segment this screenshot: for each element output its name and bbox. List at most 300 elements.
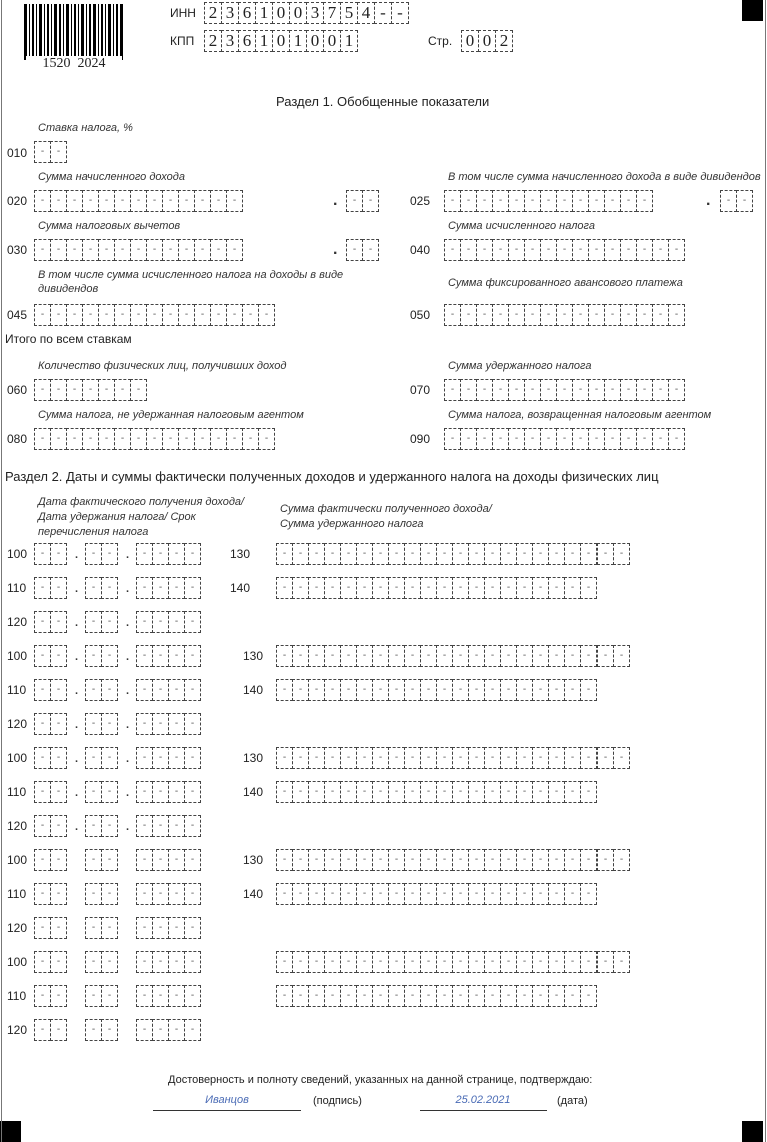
- date-day-field[interactable]: [34, 645, 66, 667]
- form-cell[interactable]: -: [34, 611, 51, 633]
- date-month-field[interactable]: [85, 985, 117, 1007]
- form-cell[interactable]: -: [340, 951, 357, 973]
- form-cell[interactable]: -: [484, 985, 501, 1007]
- digit-cell[interactable]: 0: [289, 2, 307, 24]
- form-cell[interactable]: -: [324, 645, 341, 667]
- form-cell[interactable]: -: [420, 985, 437, 1007]
- form-cell[interactable]: -: [532, 577, 549, 599]
- form-cell[interactable]: -: [548, 645, 565, 667]
- form-cell[interactable]: -: [356, 577, 373, 599]
- form-cell[interactable]: -: [184, 849, 201, 871]
- form-cell[interactable]: -: [152, 679, 169, 701]
- form-cell[interactable]: -: [276, 679, 293, 701]
- form-cell[interactable]: -: [114, 379, 131, 401]
- form-cell[interactable]: -: [85, 951, 102, 973]
- form-cell[interactable]: -: [152, 611, 169, 633]
- form-cell[interactable]: -: [136, 815, 153, 837]
- form-cell[interactable]: -: [184, 611, 201, 633]
- form-cell[interactable]: -: [580, 645, 597, 667]
- form-cell[interactable]: -: [492, 379, 509, 401]
- form-cell[interactable]: -: [136, 543, 153, 565]
- form-cell[interactable]: -: [388, 577, 405, 599]
- withheld-tax-field[interactable]: [276, 985, 596, 1007]
- form-cell[interactable]: -: [372, 645, 389, 667]
- form-cell[interactable]: -: [508, 304, 525, 326]
- form-cell[interactable]: -: [98, 304, 115, 326]
- form-cell[interactable]: -: [136, 577, 153, 599]
- form-cell[interactable]: -: [136, 985, 153, 1007]
- f090-field[interactable]: [444, 428, 684, 450]
- form-cell[interactable]: -: [556, 190, 573, 212]
- form-cell[interactable]: -: [564, 985, 581, 1007]
- form-cell[interactable]: -: [50, 190, 67, 212]
- form-cell[interactable]: -: [178, 190, 195, 212]
- form-cell[interactable]: -: [720, 190, 737, 212]
- form-cell[interactable]: -: [564, 951, 581, 973]
- form-cell[interactable]: -: [444, 379, 461, 401]
- date-day-field[interactable]: [34, 543, 66, 565]
- form-cell[interactable]: -: [362, 239, 379, 261]
- form-cell[interactable]: -: [34, 543, 51, 565]
- form-cell[interactable]: -: [500, 543, 517, 565]
- form-cell[interactable]: -: [50, 747, 67, 769]
- form-cell[interactable]: -: [152, 577, 169, 599]
- form-cell[interactable]: -: [452, 849, 469, 871]
- form-cell[interactable]: -: [420, 577, 437, 599]
- form-cell[interactable]: -: [85, 815, 102, 837]
- date-day-field[interactable]: [34, 577, 66, 599]
- form-cell[interactable]: -: [388, 543, 405, 565]
- form-cell[interactable]: -: [292, 679, 309, 701]
- form-cell[interactable]: -: [388, 747, 405, 769]
- date-day-field[interactable]: [34, 985, 66, 1007]
- form-cell[interactable]: -: [492, 428, 509, 450]
- form-cell[interactable]: -: [564, 781, 581, 803]
- form-cell[interactable]: -: [85, 747, 102, 769]
- form-cell[interactable]: -: [194, 239, 211, 261]
- date-year-field[interactable]: [136, 883, 200, 905]
- form-cell[interactable]: -: [101, 985, 118, 1007]
- form-cell[interactable]: -: [85, 543, 102, 565]
- form-cell[interactable]: -: [588, 304, 605, 326]
- form-cell[interactable]: -: [184, 883, 201, 905]
- form-cell[interactable]: -: [580, 679, 597, 701]
- form-cell[interactable]: -: [484, 951, 501, 973]
- form-cell[interactable]: -: [540, 428, 557, 450]
- form-cell[interactable]: -: [340, 645, 357, 667]
- form-cell[interactable]: -: [184, 781, 201, 803]
- form-cell[interactable]: -: [580, 577, 597, 599]
- form-cell[interactable]: -: [524, 428, 541, 450]
- form-cell[interactable]: -: [452, 645, 469, 667]
- form-cell[interactable]: -: [468, 747, 485, 769]
- form-cell[interactable]: -: [372, 849, 389, 871]
- income-sum-field[interactable]: [276, 951, 596, 973]
- form-cell[interactable]: -: [652, 239, 669, 261]
- form-cell[interactable]: -: [356, 747, 373, 769]
- form-cell[interactable]: -: [152, 917, 169, 939]
- form-cell[interactable]: -: [34, 849, 51, 871]
- form-cell[interactable]: -: [580, 985, 597, 1007]
- date-month-field[interactable]: [85, 849, 117, 871]
- form-cell[interactable]: -: [468, 781, 485, 803]
- form-cell[interactable]: -: [210, 239, 227, 261]
- form-cell[interactable]: -: [114, 304, 131, 326]
- form-cell[interactable]: -: [194, 190, 211, 212]
- form-cell[interactable]: -: [101, 543, 118, 565]
- form-cell[interactable]: -: [404, 679, 421, 701]
- form-cell[interactable]: -: [460, 304, 477, 326]
- form-cell[interactable]: -: [468, 883, 485, 905]
- form-cell[interactable]: -: [604, 379, 621, 401]
- form-cell[interactable]: -: [356, 543, 373, 565]
- form-cell[interactable]: -: [136, 747, 153, 769]
- form-cell[interactable]: -: [588, 239, 605, 261]
- form-cell[interactable]: -: [516, 679, 533, 701]
- form-cell[interactable]: -: [85, 883, 102, 905]
- digit-cell[interactable]: 2: [204, 2, 222, 24]
- form-cell[interactable]: -: [130, 428, 147, 450]
- form-cell[interactable]: -: [101, 679, 118, 701]
- form-cell[interactable]: -: [613, 645, 630, 667]
- form-cell[interactable]: -: [152, 849, 169, 871]
- form-cell[interactable]: -: [152, 747, 169, 769]
- form-cell[interactable]: -: [356, 985, 373, 1007]
- form-cell[interactable]: -: [532, 679, 549, 701]
- form-cell[interactable]: -: [136, 611, 153, 633]
- form-cell[interactable]: -: [324, 951, 341, 973]
- form-cell[interactable]: -: [492, 190, 509, 212]
- form-cell[interactable]: -: [636, 239, 653, 261]
- form-cell[interactable]: -: [276, 985, 293, 1007]
- form-cell[interactable]: -: [324, 985, 341, 1007]
- form-cell[interactable]: -: [524, 379, 541, 401]
- date-month-field[interactable]: [85, 781, 117, 803]
- form-cell[interactable]: -: [388, 883, 405, 905]
- form-cell[interactable]: -: [34, 917, 51, 939]
- form-cell[interactable]: -: [564, 883, 581, 905]
- form-cell[interactable]: -: [276, 849, 293, 871]
- form-cell[interactable]: -: [564, 747, 581, 769]
- date-day-field[interactable]: [34, 781, 66, 803]
- form-cell[interactable]: -: [34, 239, 51, 261]
- form-cell[interactable]: -: [356, 645, 373, 667]
- form-cell[interactable]: -: [324, 849, 341, 871]
- form-cell[interactable]: -: [66, 379, 83, 401]
- form-cell[interactable]: -: [50, 304, 67, 326]
- form-cell[interactable]: -: [308, 849, 325, 871]
- form-cell[interactable]: -: [588, 379, 605, 401]
- form-cell[interactable]: -: [372, 985, 389, 1007]
- form-cell[interactable]: -: [452, 577, 469, 599]
- form-cell[interactable]: -: [34, 883, 51, 905]
- inn-field[interactable]: [204, 2, 408, 24]
- form-cell[interactable]: -: [292, 747, 309, 769]
- form-cell[interactable]: -: [564, 849, 581, 871]
- form-cell[interactable]: -: [564, 577, 581, 599]
- form-cell[interactable]: -: [604, 304, 621, 326]
- form-cell[interactable]: -: [226, 428, 243, 450]
- form-cell[interactable]: -: [604, 190, 621, 212]
- form-cell[interactable]: -: [508, 239, 525, 261]
- form-cell[interactable]: -: [500, 679, 517, 701]
- form-cell[interactable]: -: [468, 849, 485, 871]
- digit-cell[interactable]: 0: [323, 30, 341, 52]
- f020-field[interactable]: [34, 190, 242, 212]
- form-cell[interactable]: -: [468, 577, 485, 599]
- form-cell[interactable]: -: [292, 951, 309, 973]
- form-cell[interactable]: -: [548, 577, 565, 599]
- kpp-field[interactable]: [204, 30, 357, 52]
- form-cell[interactable]: -: [292, 985, 309, 1007]
- digit-cell[interactable]: 0: [306, 30, 324, 52]
- form-cell[interactable]: -: [620, 190, 637, 212]
- form-cell[interactable]: -: [34, 747, 51, 769]
- form-cell[interactable]: -: [308, 781, 325, 803]
- digit-cell[interactable]: 1: [255, 30, 273, 52]
- f050-field[interactable]: [444, 304, 684, 326]
- date-year-field[interactable]: [136, 849, 200, 871]
- form-cell[interactable]: -: [532, 951, 549, 973]
- withheld-tax-field[interactable]: [276, 679, 596, 701]
- form-cell[interactable]: -: [572, 379, 589, 401]
- form-cell[interactable]: -: [468, 645, 485, 667]
- form-cell[interactable]: -: [152, 713, 169, 735]
- form-cell[interactable]: -: [668, 239, 685, 261]
- form-cell[interactable]: -: [404, 577, 421, 599]
- form-cell[interactable]: -: [242, 304, 259, 326]
- digit-cell[interactable]: 3: [306, 2, 324, 24]
- form-cell[interactable]: -: [420, 645, 437, 667]
- form-cell[interactable]: -: [85, 849, 102, 871]
- form-cell[interactable]: -: [340, 883, 357, 905]
- form-cell[interactable]: -: [452, 747, 469, 769]
- form-cell[interactable]: -: [516, 985, 533, 1007]
- form-cell[interactable]: -: [500, 577, 517, 599]
- form-cell[interactable]: -: [85, 611, 102, 633]
- form-cell[interactable]: -: [346, 190, 363, 212]
- form-cell[interactable]: -: [50, 849, 67, 871]
- form-cell[interactable]: -: [420, 747, 437, 769]
- form-cell[interactable]: -: [50, 985, 67, 1007]
- date-year-field[interactable]: [136, 815, 200, 837]
- form-cell[interactable]: -: [136, 849, 153, 871]
- form-cell[interactable]: -: [136, 781, 153, 803]
- form-cell[interactable]: -: [652, 428, 669, 450]
- form-cell[interactable]: -: [194, 304, 211, 326]
- form-cell[interactable]: -: [652, 379, 669, 401]
- form-cell[interactable]: -: [508, 190, 525, 212]
- form-cell[interactable]: -: [50, 543, 67, 565]
- form-cell[interactable]: -: [101, 645, 118, 667]
- form-cell[interactable]: -: [162, 428, 179, 450]
- form-cell[interactable]: -: [85, 917, 102, 939]
- form-cell[interactable]: -: [168, 951, 185, 973]
- form-cell[interactable]: -: [572, 239, 589, 261]
- date-month-field[interactable]: [85, 543, 117, 565]
- form-cell[interactable]: -: [420, 679, 437, 701]
- form-cell[interactable]: -: [162, 304, 179, 326]
- form-cell[interactable]: -: [597, 747, 614, 769]
- form-cell[interactable]: -: [468, 951, 485, 973]
- form-cell[interactable]: -: [50, 883, 67, 905]
- form-cell[interactable]: -: [136, 679, 153, 701]
- form-cell[interactable]: -: [524, 304, 541, 326]
- form-cell[interactable]: -: [524, 239, 541, 261]
- form-cell[interactable]: -: [346, 239, 363, 261]
- form-cell[interactable]: -: [613, 951, 630, 973]
- form-cell[interactable]: -: [308, 577, 325, 599]
- form-cell[interactable]: -: [444, 304, 461, 326]
- form-cell[interactable]: -: [226, 190, 243, 212]
- form-cell[interactable]: -: [85, 679, 102, 701]
- form-cell[interactable]: -: [492, 304, 509, 326]
- form-cell[interactable]: -: [516, 951, 533, 973]
- form-cell[interactable]: -: [114, 239, 131, 261]
- form-cell[interactable]: -: [532, 645, 549, 667]
- form-cell[interactable]: -: [34, 951, 51, 973]
- form-cell[interactable]: -: [184, 951, 201, 973]
- form-cell[interactable]: -: [98, 379, 115, 401]
- form-cell[interactable]: -: [532, 747, 549, 769]
- form-cell[interactable]: -: [82, 304, 99, 326]
- digit-cell[interactable]: 0: [478, 30, 496, 52]
- form-cell[interactable]: -: [476, 190, 493, 212]
- form-cell[interactable]: -: [460, 190, 477, 212]
- form-cell[interactable]: -: [356, 679, 373, 701]
- date-month-field[interactable]: [85, 815, 117, 837]
- form-cell[interactable]: -: [101, 747, 118, 769]
- form-cell[interactable]: -: [500, 781, 517, 803]
- form-cell[interactable]: -: [34, 577, 51, 599]
- form-cell[interactable]: -: [388, 645, 405, 667]
- form-cell[interactable]: -: [242, 428, 259, 450]
- form-cell[interactable]: -: [50, 611, 67, 633]
- form-cell[interactable]: -: [436, 781, 453, 803]
- form-cell[interactable]: -: [636, 304, 653, 326]
- form-cell[interactable]: -: [516, 543, 533, 565]
- form-cell[interactable]: -: [436, 543, 453, 565]
- date-month-field[interactable]: [85, 747, 117, 769]
- form-cell[interactable]: -: [152, 815, 169, 837]
- form-cell[interactable]: -: [308, 679, 325, 701]
- form-cell[interactable]: -: [436, 679, 453, 701]
- date-year-field[interactable]: [136, 713, 200, 735]
- form-cell[interactable]: -: [85, 577, 102, 599]
- form-cell[interactable]: -: [101, 917, 118, 939]
- form-cell[interactable]: -: [564, 679, 581, 701]
- form-cell[interactable]: -: [210, 428, 227, 450]
- form-cell[interactable]: -: [340, 679, 357, 701]
- form-cell[interactable]: -: [136, 1019, 153, 1041]
- form-cell[interactable]: -: [420, 883, 437, 905]
- form-cell[interactable]: -: [372, 951, 389, 973]
- form-cell[interactable]: -: [101, 1019, 118, 1041]
- page-number-field[interactable]: [461, 30, 512, 52]
- date-day-field[interactable]: [34, 951, 66, 973]
- f025-field[interactable]: [444, 190, 652, 212]
- digit-cell[interactable]: -: [391, 2, 409, 24]
- form-cell[interactable]: -: [308, 985, 325, 1007]
- date-day-field[interactable]: [34, 713, 66, 735]
- form-cell[interactable]: -: [484, 883, 501, 905]
- form-cell[interactable]: -: [444, 428, 461, 450]
- form-cell[interactable]: -: [436, 883, 453, 905]
- form-cell[interactable]: -: [34, 304, 51, 326]
- form-cell[interactable]: -: [168, 611, 185, 633]
- form-cell[interactable]: -: [548, 951, 565, 973]
- form-cell[interactable]: -: [597, 849, 614, 871]
- form-cell[interactable]: -: [34, 713, 51, 735]
- digit-cell[interactable]: 1: [289, 30, 307, 52]
- date-month-field[interactable]: [85, 917, 117, 939]
- date-year-field[interactable]: [136, 645, 200, 667]
- form-cell[interactable]: -: [258, 304, 275, 326]
- form-cell[interactable]: -: [484, 577, 501, 599]
- date-year-field[interactable]: [136, 1019, 200, 1041]
- form-cell[interactable]: -: [532, 849, 549, 871]
- form-cell[interactable]: -: [292, 645, 309, 667]
- form-cell[interactable]: -: [613, 747, 630, 769]
- form-cell[interactable]: -: [476, 428, 493, 450]
- form-cell[interactable]: -: [500, 951, 517, 973]
- form-cell[interactable]: -: [484, 747, 501, 769]
- date-month-field[interactable]: [85, 951, 117, 973]
- form-cell[interactable]: -: [146, 428, 163, 450]
- form-cell[interactable]: -: [34, 985, 51, 1007]
- form-cell[interactable]: -: [500, 883, 517, 905]
- date-day-field[interactable]: [34, 917, 66, 939]
- form-cell[interactable]: -: [152, 883, 169, 905]
- form-cell[interactable]: -: [548, 883, 565, 905]
- form-cell[interactable]: -: [500, 747, 517, 769]
- income-sum-field[interactable]: [276, 747, 596, 769]
- form-cell[interactable]: -: [50, 141, 67, 163]
- form-cell[interactable]: -: [308, 883, 325, 905]
- form-cell[interactable]: -: [194, 428, 211, 450]
- form-cell[interactable]: -: [564, 645, 581, 667]
- form-cell[interactable]: -: [460, 239, 477, 261]
- form-cell[interactable]: -: [604, 428, 621, 450]
- form-cell[interactable]: -: [620, 428, 637, 450]
- form-cell[interactable]: -: [184, 713, 201, 735]
- income-sum-field[interactable]: [276, 645, 596, 667]
- form-cell[interactable]: -: [34, 781, 51, 803]
- form-cell[interactable]: -: [340, 985, 357, 1007]
- form-cell[interactable]: -: [356, 781, 373, 803]
- form-cell[interactable]: -: [468, 543, 485, 565]
- form-cell[interactable]: -: [580, 883, 597, 905]
- form-cell[interactable]: -: [50, 239, 67, 261]
- form-cell[interactable]: -: [436, 747, 453, 769]
- form-cell[interactable]: -: [50, 781, 67, 803]
- digit-cell[interactable]: 5: [340, 2, 358, 24]
- form-cell[interactable]: -: [452, 883, 469, 905]
- form-cell[interactable]: -: [452, 781, 469, 803]
- form-cell[interactable]: -: [548, 543, 565, 565]
- form-cell[interactable]: -: [152, 985, 169, 1007]
- form-cell[interactable]: -: [178, 239, 195, 261]
- form-cell[interactable]: -: [476, 304, 493, 326]
- form-cell[interactable]: -: [340, 781, 357, 803]
- form-cell[interactable]: -: [50, 1019, 67, 1041]
- form-cell[interactable]: -: [184, 543, 201, 565]
- form-cell[interactable]: -: [500, 849, 517, 871]
- form-cell[interactable]: -: [356, 951, 373, 973]
- form-cell[interactable]: -: [168, 645, 185, 667]
- income-sum-fraction-field[interactable]: [597, 951, 629, 973]
- form-cell[interactable]: -: [636, 190, 653, 212]
